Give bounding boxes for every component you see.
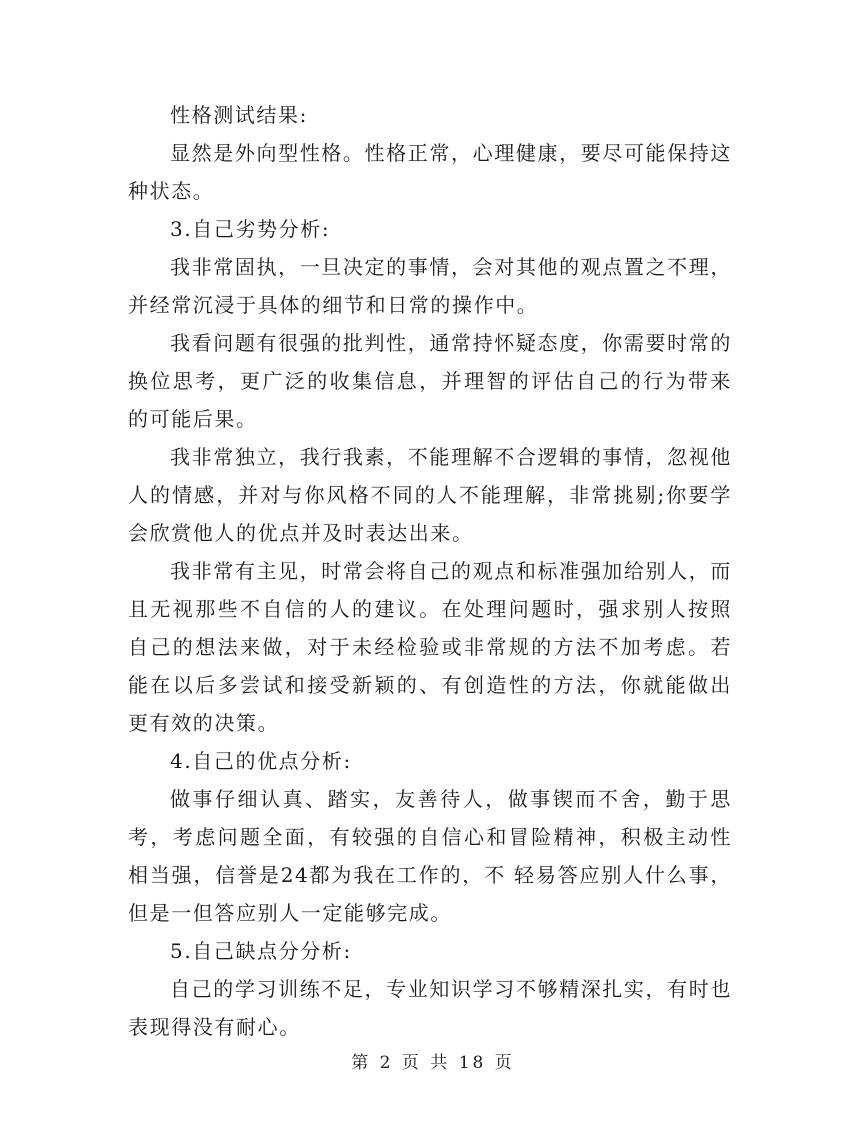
paragraph-test-result-heading: 性格测试结果: [170,103,308,127]
paragraph-weakness-heading: 3.自己劣势分析: [170,217,331,241]
page-number-footer: 第 2 页 共 18 页 [351,1053,515,1073]
paragraph-weakness-4: 我非常有主见，时常会将自己的观点和标准强加给别人，而且无视那些不自信的人的建议。在处理问题时，强求别人按照自己的想法来做，对于未经检验或非常规的方法不加考虑。若能在以后多尝试和接受新颖的、有创造性的方法，你就能做出更有效的决策。 [128,559,732,735]
document-body [128,96,732,1046]
paragraph-strength-heading: 4.自己的优点分析: [170,749,352,773]
paragraph-weakness-2: 我看问题有很强的批判性，通常持怀疑态度，你需要时常的换位思考，更广泛的收集信息，并理智的评估自己的行为带来的可能后果。 [128,331,732,431]
paragraph-weakness-3: 我非常独立，我行我素，不能理解不合逻辑的事情，忽视他人的情感，并对与你风格不同的人不能理解，非常挑剔;你要学会欣赏他人的优点并及时表达出来。 [128,445,732,545]
paragraph-weakness-1: 我非常固执，一旦决定的事情，会对其他的观点置之不理，并经常沉浸于具体的细节和日常的操作中。 [128,255,732,317]
paragraph-test-result: 显然是外向型性格。性格正常，心理健康，要尽可能保持这种状态。 [128,141,732,203]
paragraph-strength: 做事仔细认真、踏实，友善待人，做事锲而不舍，勤于思考，考虑问题全面，有较强的自信心和冒险精神，积极主动性相当强，信誉是24都为我在工作的，不 轻易答应别人什么事，但是一但答应别人一定能够完成。 [128,787,732,925]
paragraph-shortcoming-heading: 5.自己缺点分分析: [170,939,352,963]
paragraph-shortcoming: 自己的学习训练不足，专业知识学习不够精深扎实，有时也表现得没有耐心。 [128,977,732,1039]
